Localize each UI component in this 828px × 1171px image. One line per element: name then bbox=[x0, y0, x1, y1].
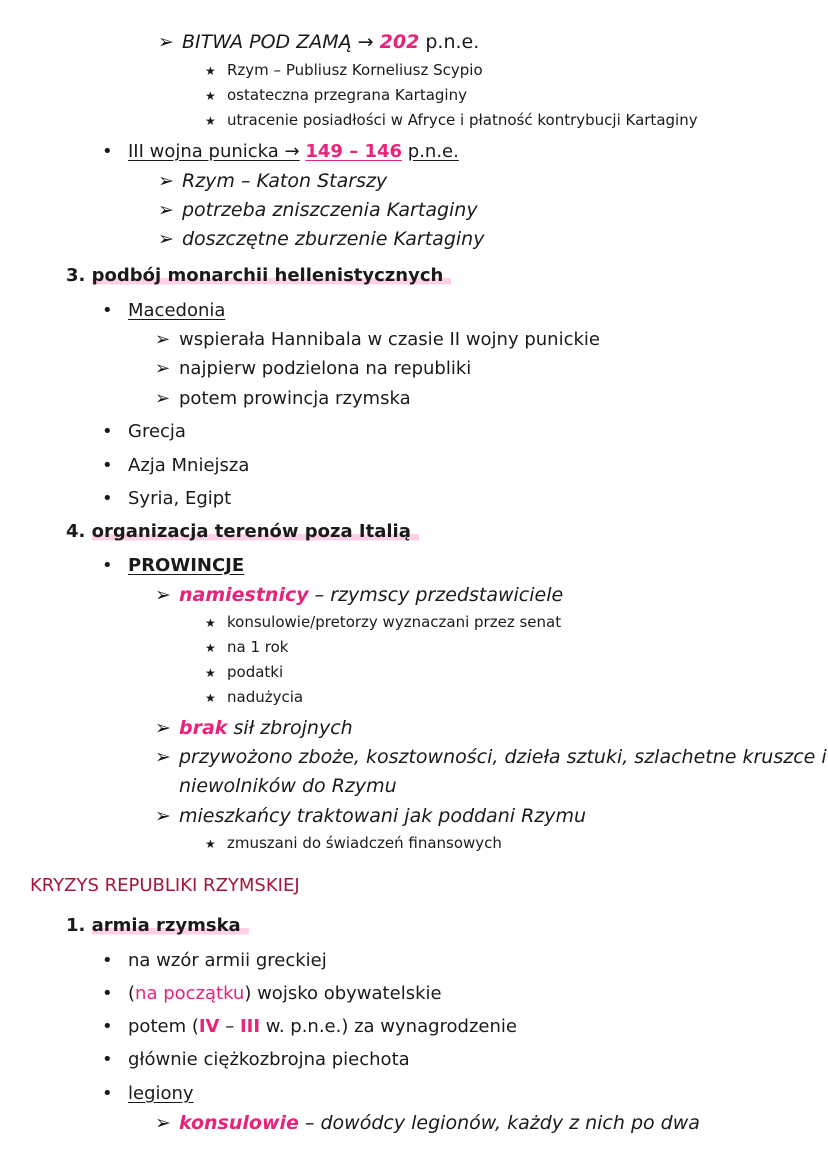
list-item: ★ podatki bbox=[205, 663, 284, 681]
bullet-icon: • bbox=[102, 300, 113, 321]
arrow-icon: ➢ bbox=[155, 1112, 171, 1134]
list-item: • na wzór armii greckiej bbox=[102, 950, 327, 971]
battle-zama-year: 202 bbox=[379, 31, 420, 53]
arrow-icon: ➢ bbox=[155, 358, 171, 379]
list-item: ➢ namiestnicy – rzymscy przedstawiciele bbox=[155, 584, 564, 606]
bullet-icon: • bbox=[102, 555, 113, 576]
section-heading-3: 3. podbój monarchii hellenistycznych bbox=[66, 265, 451, 287]
star-icon: ★ bbox=[205, 691, 216, 705]
bullet-icon: • bbox=[102, 488, 113, 509]
arrow-icon: ➢ bbox=[155, 717, 171, 739]
list-item: ➢ potem prowincja rzymska bbox=[155, 388, 411, 409]
bullet-icon: • bbox=[102, 141, 113, 162]
list-item: ➢ Rzym – Katon Starszy bbox=[158, 170, 388, 192]
third-punic-war-title: III wojna punicka → bbox=[128, 141, 300, 162]
star-icon: ★ bbox=[205, 641, 216, 655]
section-heading-4: 4. organizacja terenów poza Italią bbox=[66, 521, 419, 543]
list-item: • Syria, Egipt bbox=[102, 488, 232, 509]
star-icon: ★ bbox=[205, 64, 216, 78]
list-item: ➢ najpierw podzielona na republiki bbox=[155, 358, 472, 379]
arrow-icon: ➢ bbox=[155, 746, 171, 768]
list-item: • Macedonia bbox=[102, 300, 226, 321]
star-icon: ★ bbox=[205, 114, 216, 128]
list-item: ★ ostateczna przegrana Kartaginy bbox=[205, 86, 467, 104]
arrow-icon: ➢ bbox=[158, 228, 174, 250]
bullet-icon: • bbox=[102, 1016, 113, 1037]
list-item: ★ utracenie posiadłości w Afryce i płatność kontrybucji Kartaginy bbox=[205, 111, 698, 129]
bullet-icon: • bbox=[102, 1049, 113, 1070]
battle-zama-line bbox=[158, 31, 479, 54]
arrow-icon: ➢ bbox=[155, 584, 171, 606]
star-icon: ★ bbox=[205, 666, 216, 680]
list-item: • (na początku) wojsko obywatelskie bbox=[102, 983, 442, 1004]
third-punic-war-suffix: p.n.e. bbox=[407, 141, 459, 162]
list-item: ➢ mieszkańcy traktowani jak poddani Rzymu bbox=[155, 805, 587, 827]
list-item: ★ Rzym – Publiusz Korneliusz Scypio bbox=[205, 61, 483, 79]
list-item-continuation: niewolników do Rzymu bbox=[179, 775, 397, 797]
arrow-icon: ➢ bbox=[158, 170, 174, 192]
list-item: ★ nadużycia bbox=[205, 688, 304, 706]
list-item: ➢ brak sił zbrojnych bbox=[155, 717, 353, 739]
star-icon: ★ bbox=[205, 616, 216, 630]
list-item: ➢ doszczętne zburzenie Kartaginy bbox=[158, 228, 485, 250]
bullet-icon: • bbox=[102, 1083, 113, 1104]
list-item: • Azja Mniejsza bbox=[102, 455, 250, 476]
list-item: • potem (IV – III w. p.n.e.) za wynagrodzenie bbox=[102, 1016, 517, 1037]
bullet-icon: • bbox=[102, 983, 113, 1004]
chapter-title: KRYZYS REPUBLIKI RZYMSKIEJ bbox=[30, 875, 300, 896]
list-item: • legiony bbox=[102, 1083, 194, 1104]
list-item: ➢ potrzeba zniszczenia Kartaginy bbox=[158, 199, 478, 221]
arrow-icon: ➢ bbox=[155, 329, 171, 350]
bullet-icon: • bbox=[102, 421, 113, 442]
bullet-icon: • bbox=[102, 455, 113, 476]
list-item: ★ zmuszani do świadczeń finansowych bbox=[205, 834, 502, 852]
list-item: ★ na 1 rok bbox=[205, 638, 289, 656]
section-heading-armia: 1. armia rzymska bbox=[66, 915, 249, 937]
list-item: ➢ wspierała Hannibala w czasie II wojny punickie bbox=[155, 329, 600, 350]
list-item: ➢ przywożono zboże, kosztowności, dzieła sztuki, szlachetne kruszce i bbox=[155, 746, 827, 768]
arrow-icon: ➢ bbox=[155, 805, 171, 827]
battle-zama-title: BITWA POD ZAMĄ → bbox=[182, 31, 374, 53]
list-item: • Grecja bbox=[102, 421, 186, 442]
third-punic-war-years: 149 – 146 bbox=[305, 141, 403, 162]
arrow-icon: ➢ bbox=[155, 388, 171, 409]
arrow-icon: ➢ bbox=[158, 199, 174, 221]
battle-zama-suffix: p.n.e. bbox=[425, 31, 480, 53]
star-icon: ★ bbox=[205, 837, 216, 851]
list-item: ★ konsulowie/pretorzy wyznaczani przez senat bbox=[205, 613, 562, 631]
list-item: • PROWINCJE bbox=[102, 555, 245, 576]
list-item: • głównie ciężkozbrojna piechota bbox=[102, 1049, 410, 1070]
arrow-icon: ➢ bbox=[158, 31, 174, 53]
third-punic-war-line bbox=[102, 141, 459, 163]
bullet-icon: • bbox=[102, 950, 113, 971]
list-item: ➢ konsulowie – dowódcy legionów, każdy z nich po dwa bbox=[155, 1112, 700, 1134]
star-icon: ★ bbox=[205, 89, 216, 103]
